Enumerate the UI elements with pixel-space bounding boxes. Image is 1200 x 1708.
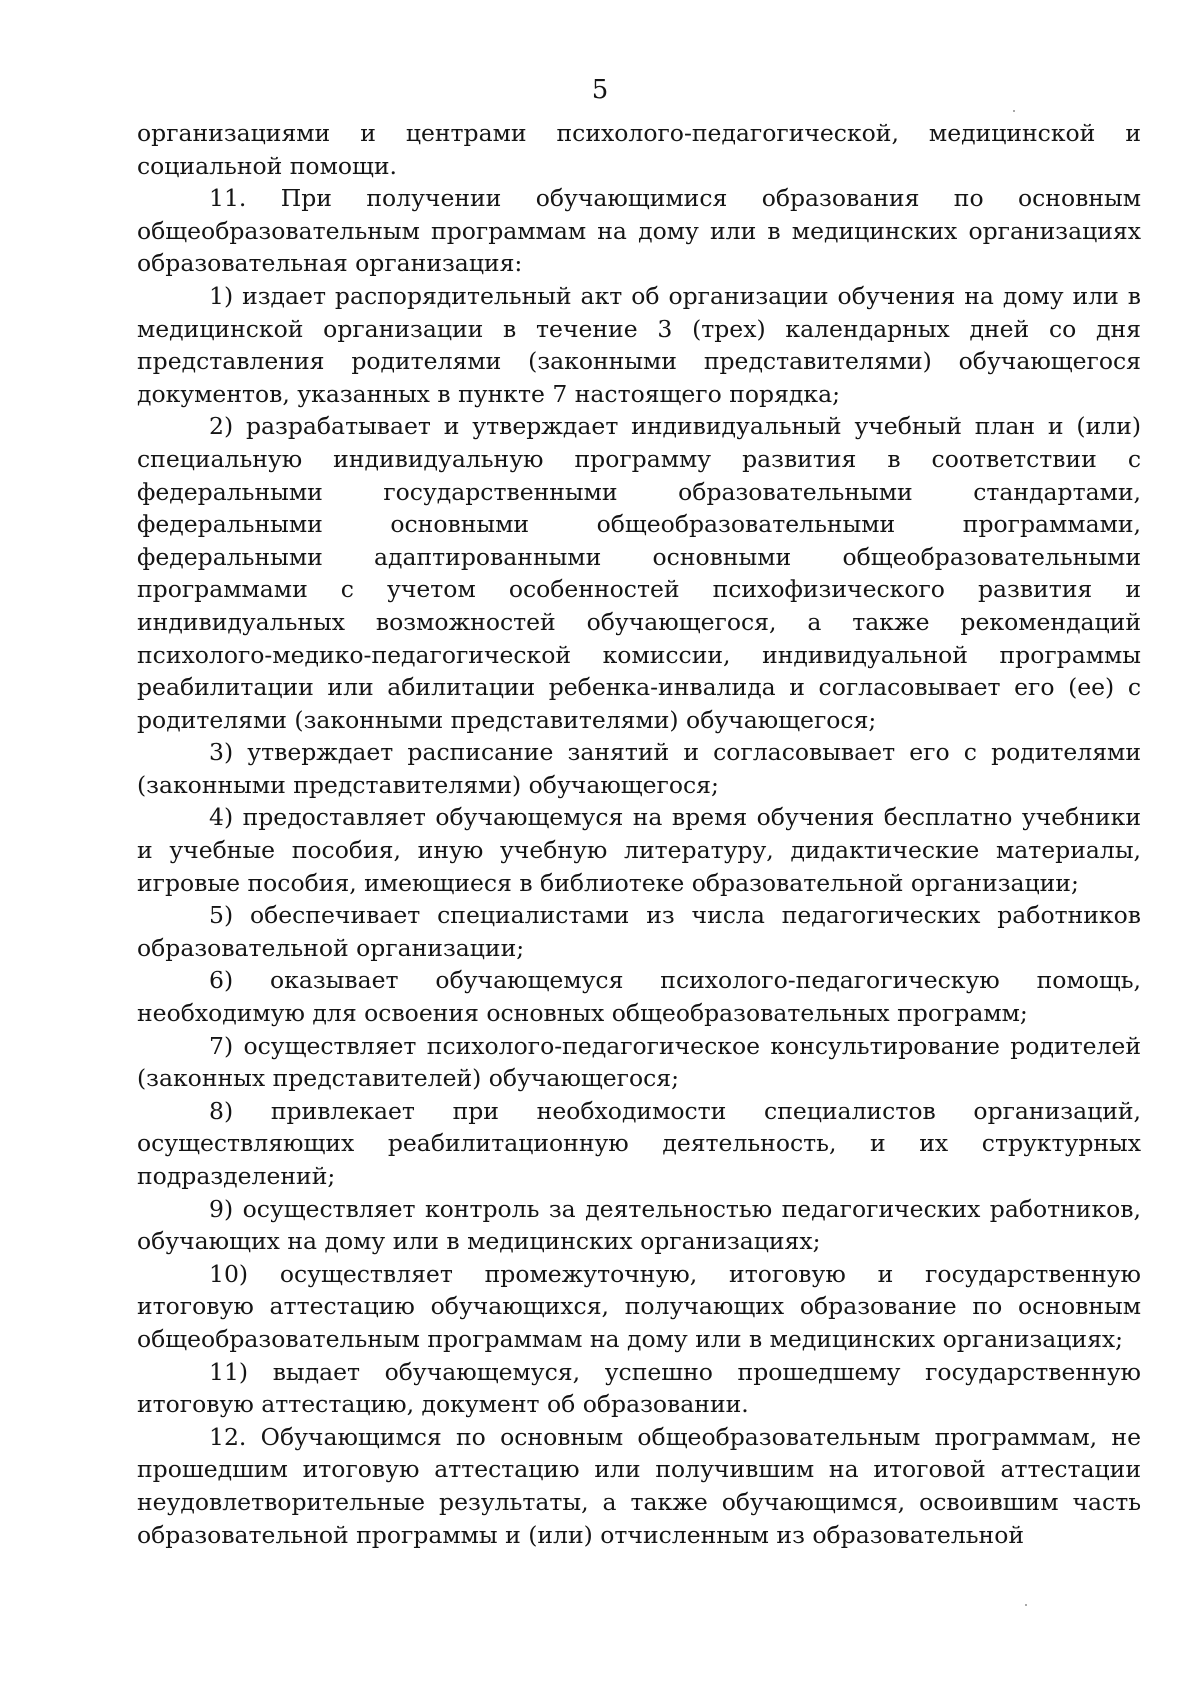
paragraph-item-1: 1) издает распорядительный акт об организации обучения на дому или в медицинской организации в течение 3 (трех) календарных дней со дня представления родителями (законными представителями) обучающегося документов, указанных в пункте 7 настоящего порядка; (137, 281, 1141, 408)
paragraph-item-8: 8) привлекает при необходимости специалистов организаций, осуществляющих реабилитационную деятельность, и их структурных подразделений; (137, 1096, 1141, 1190)
paragraph-item-3: 3) утверждает расписание занятий и согласовывает его с родителями (законными представителями) обучающегося; (137, 738, 1141, 799)
page-number: 5 (591, 75, 609, 105)
scan-speck (1013, 110, 1015, 112)
paragraph-item-6: 6) оказывает обучающемуся психолого-педагогическую помощь, необходимую для освоения основных общеобразовательных программ; (137, 966, 1141, 1028)
paragraph-item-7: 7) осуществляет психолого-педагогическое консультирование родителей (законных представителей) обучающегося; (137, 1031, 1141, 1093)
scan-speck (1025, 1604, 1027, 1606)
paragraph-continuation: организациями и центрами психолого-педагогической, медицинской и социальной помощи. (137, 119, 1141, 180)
paragraph-item-10: 10) осуществляет промежуточную, итоговую и государственную итоговую аттестацию обучающихся, получающих образование по основным общеобразовательным программам на дому или в медицинских организациях; (137, 1259, 1141, 1353)
paragraph-item-9: 9) осуществляет контроль за деятельностью педагогических работников, обучающих на дому или в медицинских организациях; (137, 1194, 1141, 1256)
paragraph-item-4: 4) предоставляет обучающемуся на время обучения бесплатно учебники и учебные пособия, иную учебную литературу, дидактические материалы, игровые пособия, имеющиеся в библиотеке образовательной организации; (137, 803, 1141, 897)
paragraph-item-5: 5) обеспечивает специалистами из числа педагогических работников образовательной организации; (137, 901, 1141, 962)
document-body (137, 117, 1141, 1551)
paragraph-clause-11: 11. При получении обучающимися образования по основным общеобразовательным программам на дому или в медицинских организациях образовательная организация: (137, 184, 1141, 278)
paragraph-item-11: 11) выдает обучающемуся, успешно прошедшему государственную итоговую аттестацию, документ об образовании. (137, 1357, 1141, 1419)
paragraph-item-2: 2) разрабатывает и утверждает индивидуальный учебный план и (или) специальную индивидуальную программу развития в соответствии с федеральными государственными образовательными стандартами, федеральными основными общеобразовательными программами, федеральными адаптированными основными общеобразовательными программами с учетом особенностей психофизического развития и индивидуальных возможностей обучающегося, а также рекомендаций психолого-медико-педагогической комиссии, индивидуальной программы реабилитации или абилитации ребенка-инвалида и согласовывает его (ее) с родителями (законными представителями) обучающегося; (137, 412, 1141, 734)
paragraph-clause-12: 12. Обучающимся по основным общеобразовательным программам, не прошедшим итоговую аттестацию или получившим на итоговой аттестации неудовлетворительные результаты, а также обучающимся, освоившим часть образовательной программы и (или) отчисленным из образовательной (137, 1422, 1141, 1549)
